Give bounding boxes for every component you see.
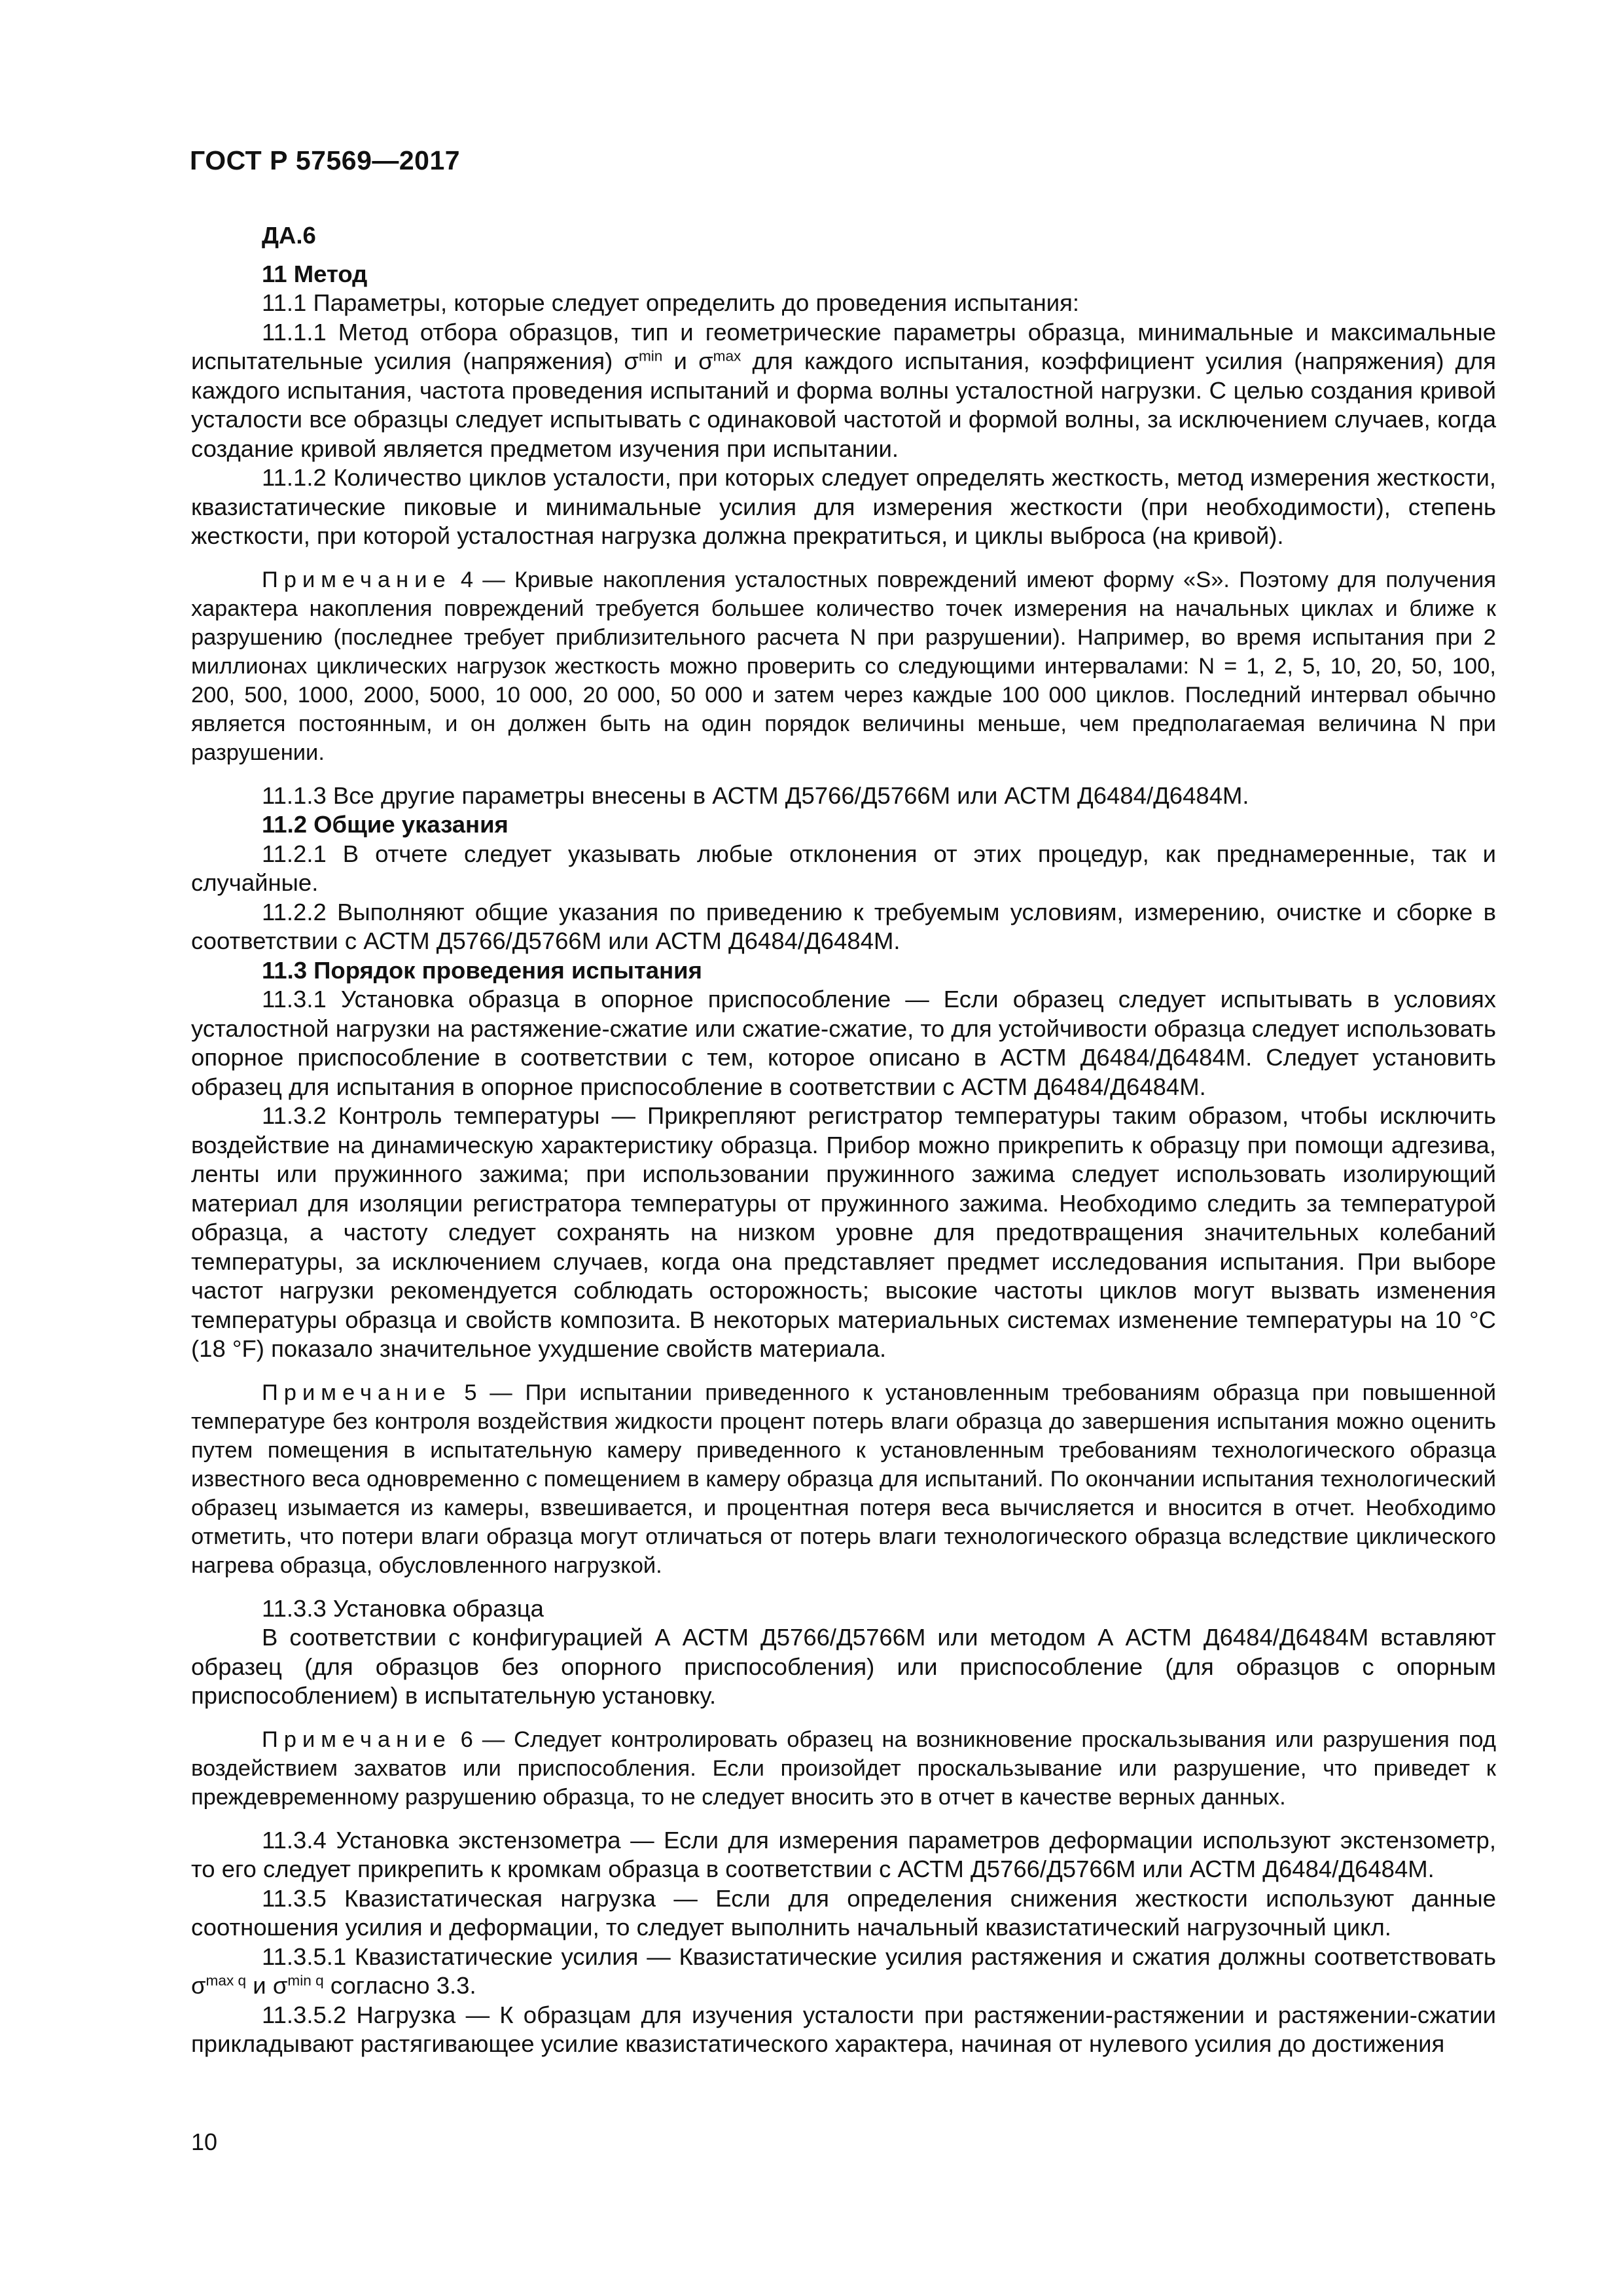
document-body [191, 221, 1496, 2059]
paragraph-11-2-1: 11.2.1 В отчете следует указывать любые отклонения от этих процедур, как преднамеренные, так и случайные. [191, 840, 1496, 896]
paragraph-11-1-1: 11.1.1 Метод отбора образцов, тип и геометрические параметры образца, минимальные и максимальные испытательные усилия (напряжения) $\sigma^{min}$ и $\sigma^{max}$ для каждого испытания, коэффициент усилия (напряжения) для каждого испытания, частота проведения испытаний и форма волны усталостной нагрузки. С целью создания кривой усталости все образцы следует испытывать с одинаковой частотой и формой волны, за исключением случаев, когда создание кривой является предметом изучения при испытании. [191, 318, 1496, 462]
method-heading: 11 Метод [262, 260, 368, 287]
paragraph-11-3-5-2: 11.3.5.2 Нагрузка — К образцам для изучения усталости при растяжении-растяжении и растяжении-сжатии прикладывают растягивающее усилие квазистатического характера, начиная от нулевого усилия до достижения [191, 2001, 1496, 2057]
paragraph-11-3-1: 11.3.1 Установка образца в опорное приспособление — Если образец следует испытывать в условиях усталостной нагрузки на растяжение-сжатие или сжатие-сжатие, то для устойчивости образца следует использовать опорное приспособление в соответствии с тем, которое описано в АСТМ Д6484/Д6484М. Следует установить образец для испытания в опорное приспособление в соответствии с АСТМ Д6484/Д6484М. [191, 986, 1496, 1100]
paragraph-11-1: 11.1 Параметры, которые следует определить до проведения испытания: [262, 289, 1080, 316]
note-5: Примечание 5 — При испытании приведенного к установленным требованиям образца при повышенной температуре без контроля воздействия жидкости процент потерь влаги образца до завершения испытания можно оценить путем помещения в испытательную камеру приведенного к установленным требованиям технологического образца известного веса одновременно с помещением в камеру образца для испытаний. По окончании испытания технологический образец изымается из камеры, взвешивается, и процентная потеря веса вычисляется и вносится в отчет. Необходимо отметить, что потери влаги образца могут отличаться от потерь влаги технологического образца вследствие циклического нагрева образца, обусловленного нагрузкой. [191, 1380, 1496, 1578]
appendix-section-title: ДА.6 [262, 222, 316, 249]
paragraph-11-1-2: 11.1.2 Количество циклов усталости, при которых следует определять жесткость, метод измерения жесткости, квазистатические пиковые и минимальные усилия для измерения жесткости (при необходимости), степень жесткости, при которой усталостная нагрузка должна прекратиться, и циклы выброса (на кривой). [191, 464, 1496, 549]
paragraph-11-2-2: 11.2.2 Выполняют общие указания по приведению к требуемым условиям, измерению, очистке и сборке в соответствии с АСТМ Д5766/Д5766М или АСТМ Д6484/Д6484М. [191, 898, 1496, 954]
section-11-3-heading: 11.3 Порядок проведения испытания [262, 956, 702, 984]
paragraph-11-3-3: В соответствии с конфигурацией А АСТМ Д5766/Д5766М или методом А АСТМ Д6484/Д6484М вставляют образец (для образцов без опорного приспособления) или приспособление (для образцов с опорным приспособлением) в испытательную установку. [191, 1624, 1496, 1709]
note-6: Примечание 6 — Следует контролировать образец на возникновение проскальзывания или разрушения под воздействием захватов или приспособления. Если произойдет проскальзывание или разрушение, что приведет к преждевременному разрушению образца, то не следует вносить это в отчет в качестве верных данных. [191, 1727, 1496, 1810]
paragraph-11-3-5: 11.3.5 Квазистатическая нагрузка — Если для определения снижения жесткости используют данные соотношения усилия и деформации, то следует выполнить начальный квазистатический нагрузочный цикл. [191, 1884, 1496, 1941]
paragraph-11-3-4: 11.3.4 Установка экстензометра — Если для измерения параметров деформации используют экстензометр, то его следует прикрепить к кромкам образца в соответствии с АСТМ Д5766/Д5766М или АСТМ Д6484/Д6484М. [191, 1826, 1496, 1882]
paragraph-11-1-3: 11.1.3 Все другие параметры внесены в АСТМ Д5766/Д5766М или АСТМ Д6484/Д6484М. [262, 781, 1249, 809]
page-number: 10 [191, 2128, 218, 2155]
note-4: Примечание 4 — Кривые накопления усталостных повреждений имеют форму «S». Поэтому для получения характера накопления повреждений требуется большее количество точек измерения на начальных циклах и ближе к разрушению (последнее требует приблизительного расчета N при разрушении). Например, во время испытания при 2 миллионах циклических нагрузок жесткость можно проверить со следующими интервалами: N = 1, 2, 5, 10, 20, 50, 100, 200, 500, 1000, 2000, 5000, 10 000, 20 000, 50 000 и затем через каждые 100 000 циклов. Последний интервал обычно является постоянным, и он должен быть на один порядок величины меньше, чем предполагаемая величина N при разрушении. [191, 567, 1496, 765]
section-11-2-heading: 11.2 Общие указания [262, 811, 508, 838]
paragraph-11-3-2: 11.3.2 Контроль температуры — Прикрепляют регистратор температуры таким образом, чтобы исключить воздействие на динамическую характеристику образца. Прибор можно прикрепить к образцу при помощи адгезива, ленты или пружинного зажима; при использовании пружинного зажима следует использовать изолирующий материал для изоляции регистратора температуры от пружинного зажима. Необходимо следить за температурой образца, а частоту следует сохранять на низком уровне для предотвращения значительных колебаний температуры, за исключением случаев, когда она представляет предмет исследования испытания. При выборе частот нагрузки рекомендуется соблюдать осторожность; высокие частоты циклов могут вызвать изменения температуры образца и свойств композита. В некоторых материальных системах изменение температуры на 10 °С (18 °F) показало значительное ухудшение свойств материала. [191, 1102, 1496, 1362]
paragraph-11-3-3-title: 11.3.3 Установка образца [262, 1594, 544, 1622]
paragraph-11-3-5-1: 11.3.5.1 Квазистатические усилия — Квазистатические усилия растяжения и сжатия должны соответствовать $\sigma^{max q}$ и $\sigma^{min q}$ согласно 3.3. [191, 1943, 1496, 1999]
document-header: ГОСТ Р 57569—2017 [190, 145, 461, 175]
